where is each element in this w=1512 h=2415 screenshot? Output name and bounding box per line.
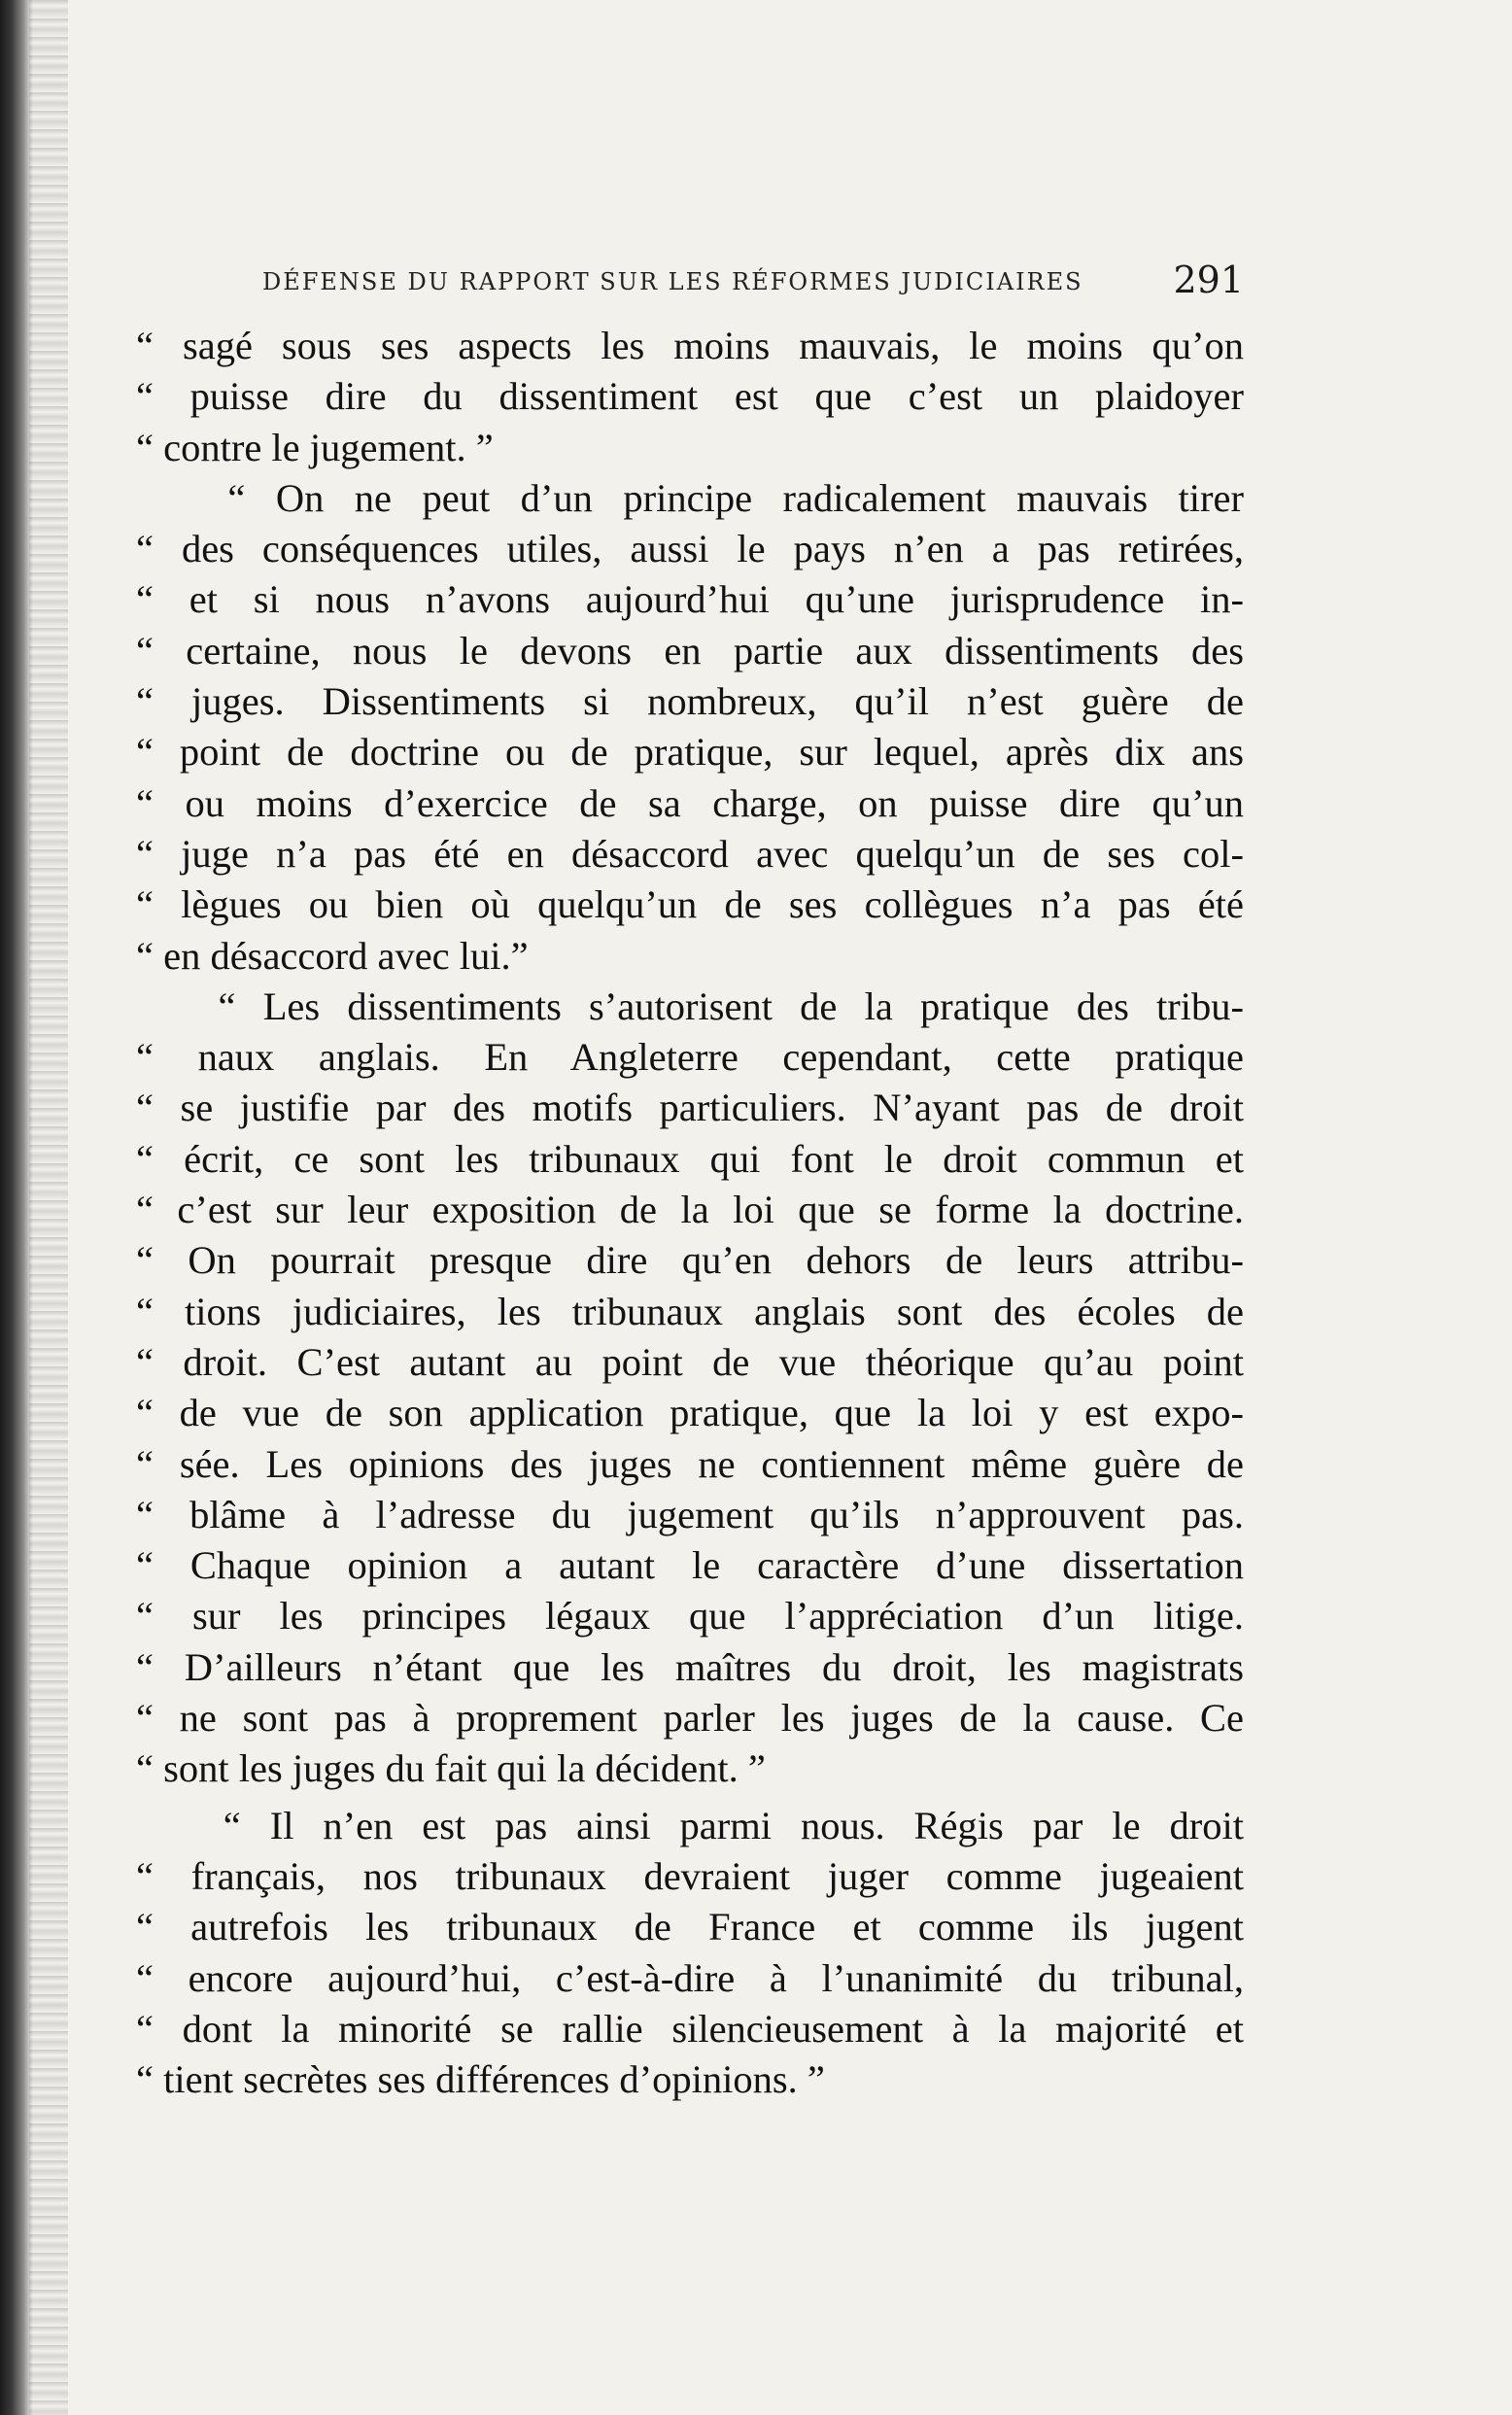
text-line: “ blâme à l’adresse du jugement qu’ils n’approuvent pas. [136,1492,1244,1536]
text-line: “ On pourrait presque dire qu’en dehors de leurs attribu- [136,1238,1244,1283]
text-line: “ et si nous n’avons aujourd’hui qu’une jurisprudence in- [136,577,1244,622]
text-line: “ droit. C’est autant au point de vue théorique qu’au point [136,1339,1244,1384]
text-line: “ juge n’a pas été en désaccord avec quelqu’un de ses col- [136,831,1244,876]
binding-texture [29,0,68,2415]
text-line: “ dont la minorité se rallie silencieusement à la majorité et [136,2006,1244,2051]
text-line: “ c’est sur leur exposition de la loi que se forme la doctrine. [136,1188,1244,1232]
text-line: “ de vue de son application pratique, que la loi y est expo- [136,1391,1244,1435]
text-line: “ sée. Les opinions des juges ne contiennent même guère de [136,1441,1244,1486]
running-title: DÉFENSE DU RAPPORT SUR LES RÉFORMES JUDICIAIRES [262,268,1083,295]
binding-shadow [0,0,33,2415]
text-line: “ se justifie par des motifs particuliers. N’ayant pas de droit [136,1086,1244,1130]
text-line: “ Les dissentiments s’autorisent de la pratique des tribu- [136,983,1244,1028]
text-line: “ tions judiciaires, les tribunaux anglais sont des écoles de [136,1289,1244,1333]
text-line: “ certaine, nous le devons en partie aux dissentiments des [136,628,1244,673]
text-line: “ en désaccord avec lui.” [136,933,529,978]
text-line: “ juges. Dissentiments si nombreux, qu’il n’est guère de [136,679,1244,724]
text-line: “ puisse dire du dissentiment est que c’est un plaidoyer [136,374,1244,419]
text-line: “ français, nos tribunaux devraient juger comme jugeaient [136,1853,1244,1898]
text-line: “ D’ailleurs n’étant que les maîtres du droit, les magistrats [136,1644,1244,1689]
text-line: “ des conséquences utiles, aussi le pays n’en a pas retirées, [136,527,1244,571]
text-line: “ lègues ou bien où quelqu’un de ses collègues n’a pas été [136,882,1244,927]
text-line: “ sont les juges du fait qui la décident. ” [136,1746,766,1791]
text-line: “ sur les principes légaux que l’appréciation d’un litige. [136,1594,1244,1639]
text-line: “ Il n’en est pas ainsi parmi nous. Régis par le droit [136,1803,1244,1847]
text-line: “ tient secrètes ses différences d’opinions. ” [136,2057,825,2102]
text-line: “ sagé sous ses aspects les moins mauvais, le moins qu’on [136,324,1244,367]
text-line: “ encore aujourd’hui, c’est-à-dire à l’unanimité du tribunal, [136,1955,1244,2000]
body-text [136,321,1244,2105]
page-number: 291 [1173,259,1244,301]
text-line: “ autrefois les tribunaux de France et comme ils jugent [136,1905,1244,1949]
text-line: “ point de doctrine ou de pratique, sur lequel, après dix ans [136,730,1244,775]
text-line: “ contre le jugement. ” [136,425,494,469]
book-page [136,253,1244,2105]
text-line: “ ne sont pas à proprement parler les juges de la cause. Ce [136,1696,1244,1741]
text-line: “ On ne peut d’un principe radicalement mauvais tirer [136,475,1244,520]
running-head [136,253,1244,311]
text-line: “ naux anglais. En Angleterre cependant, cette pratique [136,1035,1244,1080]
text-line: “ écrit, ce sont les tribunaux qui font le droit commun et [136,1136,1244,1181]
text-line: “ Chaque opinion a autant le caractère d’une dissertation [136,1543,1244,1588]
text-line: “ ou moins d’exercice de sa charge, on puisse dire qu’un [136,780,1244,825]
